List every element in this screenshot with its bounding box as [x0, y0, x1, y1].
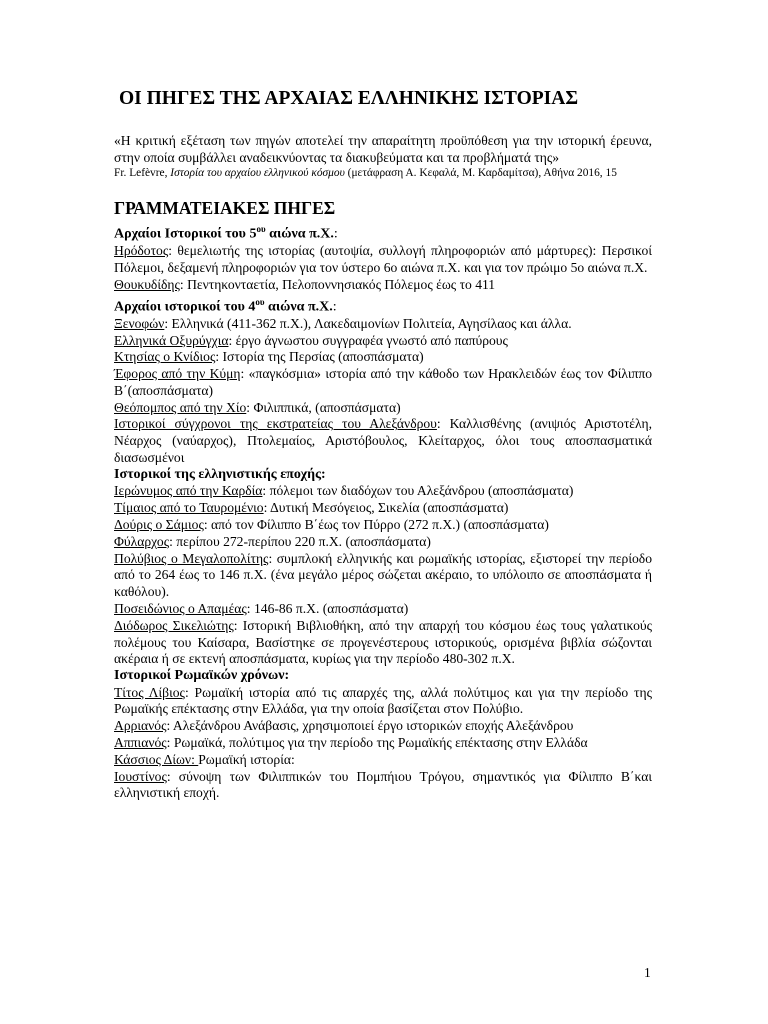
source-author: Ιστορικοί σύγχρονοι της εκστρατείας του Αλεξάνδρου — [114, 416, 437, 432]
group-heading — [114, 294, 652, 316]
ordinal-superscript: ου — [256, 224, 266, 234]
source-entry — [114, 333, 652, 350]
group-heading-text: αιώνα π.Χ. — [265, 226, 334, 242]
source-entry — [114, 316, 652, 333]
group-heading-text: Αρχαίοι ιστορικοί του 4 — [114, 299, 256, 315]
source-author: Ιουστίνος — [114, 768, 167, 784]
source-description: : Δυτική Μεσόγειος, Σικελία (αποσπάσματα) — [263, 500, 509, 516]
source-author: Τίμαιος από το Ταυρομένιο — [114, 500, 264, 516]
source-entry — [114, 769, 652, 803]
source-entry — [114, 534, 652, 551]
source-description: : θεμελιωτής της ιστορίας (αυτοψία, συλλογή πληροφοριών από μάρτυρες): Περσικοί Πόλεμοι, δεξαμενή πληροφοριών για τον ύστερο 6ο αιώνα π.Χ. και για τον πρώιμο 5ο αιώνα π.Χ. — [114, 243, 652, 275]
citation-details: (μετάφραση Α. Κεφαλά, Μ. Καρδαμίτσα), Αθήνα 2016, 15 — [344, 167, 617, 179]
source-author: Θουκυδίδης — [114, 276, 180, 292]
source-author: Αππιανός — [114, 735, 167, 751]
source-entry — [114, 718, 652, 735]
citation-author: Fr. Lefèvre, — [114, 167, 171, 179]
group-heading — [114, 467, 652, 484]
source-description: : Ρωμαϊκή ιστορία από τις απαρχές της, αλλά πολύτιμος και για την περίοδο της Ρωμαϊκής επέκτασης στην Ελλάδα, για την οποία βασίζεται στον Πολύβιο. — [114, 684, 652, 717]
source-description: : από τον Φίλιππο Β΄έως τον Πύρρο (272 π.Χ.) (αποσπάσματα) — [203, 516, 549, 532]
source-description: : Καλλισθένης (ανιψιός Αριστοτέλη, Νέαρχος (ναύαρχος), Πτολεμαίος, Αριστόβουλος, Κλείταρχος, όλοι τους αποσπασματικά διασωσμένοι — [114, 416, 652, 466]
source-author: Ποσειδώνιος ο Απαμέας — [114, 600, 247, 616]
source-entry — [114, 349, 652, 366]
source-author: Δούρις ο Σάμιος — [114, 516, 204, 532]
source-author: Ιερώνυμος από την Καρδία — [114, 483, 263, 499]
source-description: : Ελληνικά (411-362 π.Χ.), Λακεδαιμονίων Πολιτεία, Αγησίλαος και άλλα. — [164, 315, 572, 331]
group-heading — [114, 221, 652, 243]
source-entry — [114, 752, 652, 769]
source-author: Έφορος από την Κύμη — [114, 366, 241, 382]
source-entry — [114, 500, 652, 517]
document-page — [114, 88, 652, 802]
source-description: : Ρωμαϊκά, πολύτιμος για την περίοδο της Ρωμαϊκής επέκτασης στην Ελλάδα — [166, 735, 588, 751]
source-entry — [114, 551, 652, 601]
source-entry — [114, 416, 652, 466]
source-description: : 146-86 π.Χ. (αποσπάσματα) — [246, 600, 409, 616]
source-description: : Ιστορική Βιβλιοθήκη, από την απαρχή του κόσμου έως τους γαλατικούς πολέμους του Καίσαρα, Βασίστηκε σε προγενέστερους ιστορικούς, ορισμένα βιβλία σώζονται ακέραια ή σε εκτενή αποσπάσματα, κυρίως για την περίοδο 480-302 π.Χ. — [114, 617, 652, 667]
source-entry — [114, 517, 652, 534]
source-author: Κάσσιος Δίων: — [114, 751, 199, 767]
group-heading — [114, 668, 652, 685]
group-heading-text: αιώνα π.Χ. — [264, 299, 333, 315]
source-description: : έργο άγνωστου συγγραφέα γνωστό από παπύρους — [228, 332, 508, 348]
group-heading-punct: : — [333, 226, 338, 242]
source-entry — [114, 483, 652, 500]
source-description: : Ιστορία της Περσίας (αποσπάσματα) — [215, 349, 424, 365]
source-author: Τίτος Λίβιος — [114, 684, 185, 700]
source-description: : συμπλοκή ελληνικής και ρωμαϊκής ιστορίας, εξιστορεί την περίοδο από το 264 έως το 146 π.Χ. (ένα μεγάλο μέρος σώζεται ακέραιο, το υπόλοιπο σε αποσπάσματα ή καθόλου). — [114, 550, 652, 600]
source-author: Πολύβιος ο Μεγαλοπολίτης — [114, 550, 269, 566]
source-description: : σύνοψη των Φιλιππικών του Πομπήιου Τρόγου, σημαντικός για Φίλιππο Β΄και ελληνιστική εποχή. — [114, 768, 652, 801]
source-description: Ρωμαϊκή ιστορία: — [198, 751, 295, 767]
source-groups — [114, 221, 652, 802]
source-author: Θεόπομπος από την Χίο — [114, 399, 247, 415]
source-author: Κτησίας ο Κνίδιος — [114, 349, 216, 365]
source-author: Ξενοφών — [114, 315, 165, 331]
source-author: Φύλαρχος — [114, 533, 170, 549]
citation-work: Ιστορία του αρχαίου ελληνικού κόσμου — [170, 167, 345, 179]
source-description: : Πεντηκονταετία, Πελοποννησιακός Πόλεμος έως το 411 — [179, 276, 496, 292]
source-description: : Αλεξάνδρου Ανάβασις, χρησιμοποιεί έργο ιστορικών εποχής Αλεξάνδρου — [166, 718, 574, 734]
section-title: ΓΡΑΜΜΑΤΕΙΑΚΕΣ ΠΗΓΕΣ — [114, 198, 336, 218]
group-heading-punct: : — [332, 299, 337, 315]
source-entry — [114, 400, 652, 417]
source-entry — [114, 618, 652, 668]
page-number: 1 — [644, 965, 651, 980]
source-description: : «παγκόσμια» ιστορία από την κάθοδο των Ηρακλειδών έως τον Φίλιππο Β΄(αποσπάσματα) — [114, 366, 652, 398]
ordinal-superscript: ου — [255, 296, 265, 307]
source-entry — [114, 243, 652, 277]
group-heading-text: Αρχαίοι Ιστορικοί του 5 — [114, 226, 257, 242]
source-author: Ηρόδοτος — [114, 243, 169, 259]
source-description: : Φιλιππικά, (αποσπάσματα) — [246, 399, 401, 415]
source-entry — [114, 366, 652, 400]
source-author: Διόδωρος Σικελιώτης — [114, 617, 234, 633]
source-description: : πόλεμοι των διαδόχων του Αλεξάνδρου (αποσπάσματα) — [262, 483, 574, 499]
epigraph-citation — [114, 166, 652, 181]
document-title: ΟΙ ΠΗΓΕΣ ΤΗΣ ΑΡΧΑΙΑΣ ΕΛΛΗΝΙΚΗΣ ΙΣΤΟΡΙΑΣ — [119, 88, 579, 109]
source-description: : περίπου 272-περίπου 220 π.Χ. (αποσπάσματα) — [169, 533, 431, 549]
source-entry — [114, 685, 652, 719]
source-author: Ελληνικά Οξυρύγχια — [114, 332, 229, 348]
group-heading-text: Ιστορικοί της ελληνιστικής εποχής: — [114, 466, 326, 482]
group-heading-text: Ιστορικοί Ρωμαϊκών χρόνων: — [114, 668, 290, 684]
source-entry — [114, 601, 652, 618]
source-entry — [114, 735, 652, 752]
source-entry — [114, 277, 652, 294]
source-author: Αρριανός — [114, 718, 167, 734]
epigraph-quote: «Η κριτική εξέταση των πηγών αποτελεί την απαραίτητη προϋπόθεση για την ιστορική έρευνα, στην οποία συμβάλλει αναδεικνύοντας τα διακυβεύματα και τα προβλήματά της» — [114, 133, 652, 165]
